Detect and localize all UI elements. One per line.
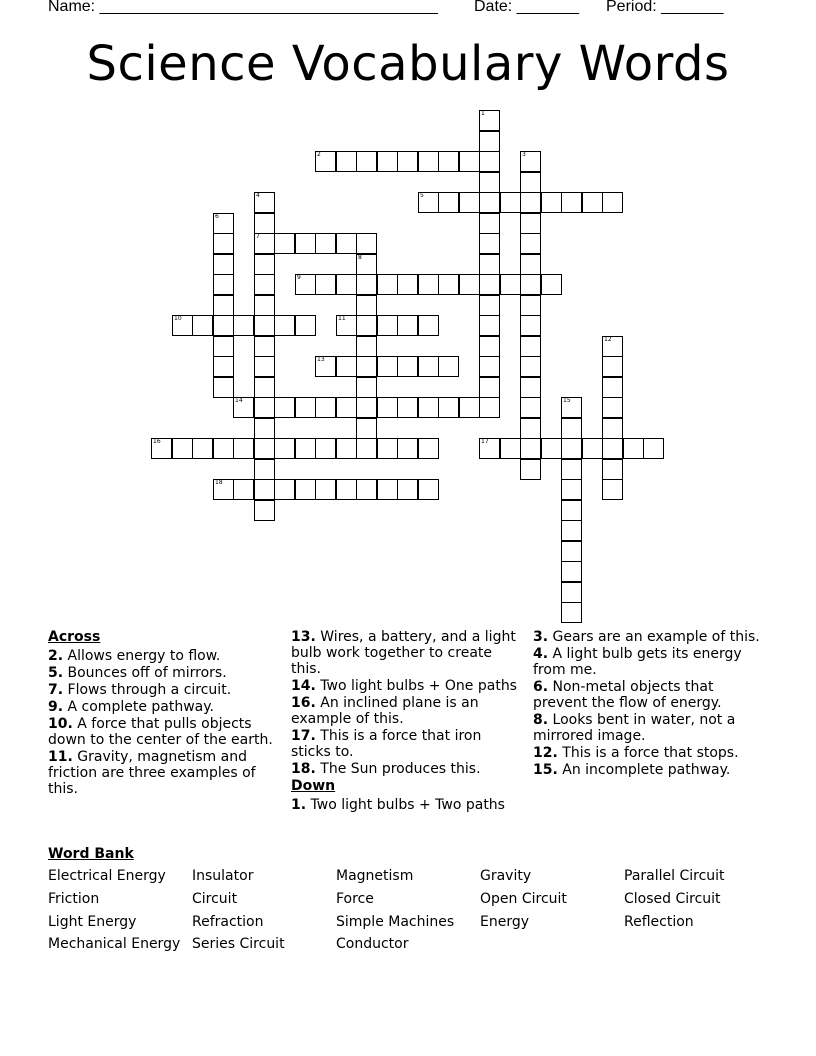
word-bank-word: Simple Machines [336,914,455,930]
crossword-cell[interactable] [500,438,521,459]
across-clue-7 [48,682,284,698]
clue-text: This is a force that iron sticks to. [291,728,482,760]
crossword-cell[interactable] [233,479,254,500]
crossword-cell[interactable] [377,274,398,295]
across-clue-11 [48,749,284,797]
crossword-cell[interactable] [172,315,193,336]
word-bank-word: Friction [48,891,100,907]
clue-number: 17 [481,438,489,445]
crossword-cell[interactable] [213,274,234,295]
crossword-cell[interactable] [418,151,439,172]
crossword-cell[interactable] [254,315,275,336]
crossword-cell[interactable] [479,295,500,316]
crossword-cell[interactable] [336,151,357,172]
across-clue-16 [291,695,523,727]
crossword-cell[interactable] [582,192,603,213]
crossword-cell[interactable] [336,438,357,459]
crossword-cell[interactable] [520,295,541,316]
crossword-cell[interactable] [336,356,357,377]
clue-number: 13 [317,356,325,363]
crossword-cell[interactable] [192,315,213,336]
crossword-cell[interactable] [356,397,377,418]
crossword-cell[interactable] [192,438,213,459]
crossword-cell[interactable] [541,192,562,213]
crossword-cell[interactable] [254,295,275,316]
word-bank-word: Force [336,891,374,907]
period-field[interactable]: Period: _______ [606,0,724,15]
clue-text: Bounces off of mirrors. [63,665,227,681]
clue-number-label: 11. [48,749,73,765]
clue-text: Two light bulbs + One paths [315,678,517,694]
crossword-cell[interactable] [233,315,254,336]
crossword-cell[interactable] [356,418,377,439]
clue-number: 10 [174,315,182,322]
clue-number: 4 [256,192,260,199]
crossword-cell[interactable] [356,254,377,275]
crossword-cell[interactable] [356,233,377,254]
crossword-cell[interactable] [377,356,398,377]
crossword-cell[interactable] [254,459,275,480]
crossword-cell[interactable] [520,377,541,398]
crossword-cell[interactable] [520,315,541,336]
crossword-cell[interactable] [623,438,644,459]
crossword-cell[interactable] [356,151,377,172]
clue-text: Non-metal objects that prevent the flow of energy. [533,679,722,711]
clue-number: 8 [358,254,362,261]
crossword-cell[interactable] [418,397,439,418]
clue-number-label: 12. [533,745,558,761]
crossword-cell[interactable] [254,233,275,254]
crossword-cell[interactable] [561,479,582,500]
crossword-cell[interactable] [561,438,582,459]
crossword-cell[interactable] [254,479,275,500]
crossword-cell[interactable] [520,233,541,254]
across-clue-10 [48,716,284,748]
across-clue-5 [48,665,284,681]
crossword-cell[interactable] [295,233,316,254]
word-bank-word: Open Circuit [480,891,567,907]
crossword-cell[interactable] [418,479,439,500]
clue-number: 16 [153,438,161,445]
down-clue-4 [533,646,763,678]
crossword-cell[interactable] [561,561,582,582]
crossword-cell[interactable] [336,479,357,500]
crossword-cell[interactable] [643,438,664,459]
clue-number-label: 10. [48,716,73,732]
crossword-cell[interactable] [213,438,234,459]
crossword-cell[interactable] [254,274,275,295]
down-clue-12 [533,745,763,761]
crossword-cell[interactable] [520,192,541,213]
word-bank-word: Light Energy [48,914,137,930]
crossword-cell[interactable] [561,459,582,480]
page-title: Science Vocabulary Words [86,36,730,92]
crossword-cell[interactable] [377,315,398,336]
crossword-cell[interactable] [213,479,234,500]
crossword-cell[interactable] [213,233,234,254]
crossword-cell[interactable] [479,438,500,459]
across-clue-14 [291,678,523,694]
clue-number: 1 [481,110,485,117]
crossword-cell[interactable] [233,397,254,418]
crossword-cell[interactable] [602,377,623,398]
crossword-cell[interactable] [377,151,398,172]
crossword-cell[interactable] [438,192,459,213]
crossword-cell[interactable] [561,520,582,541]
crossword-cell[interactable] [356,438,377,459]
crossword-cell[interactable] [520,438,541,459]
clue-text: A light bulb gets its energy from me. [533,646,742,678]
crossword-cell[interactable] [295,397,316,418]
crossword-cell[interactable] [397,479,418,500]
crossword-cell[interactable] [254,377,275,398]
clue-text: Wires, a battery, and a light bulb work together to create this. [291,629,516,677]
down-clue-8 [533,712,763,744]
crossword-cell[interactable] [377,438,398,459]
crossword-cell[interactable] [602,192,623,213]
across-clue-13 [291,629,523,677]
word-bank-word: Insulator [192,868,254,884]
crossword-cell[interactable] [418,438,439,459]
crossword-cell[interactable] [541,438,562,459]
crossword-cell[interactable] [479,172,500,193]
crossword-cell[interactable] [438,356,459,377]
clue-number-label: 14. [291,678,316,694]
clue-number: 12 [604,336,612,343]
clues-column-1 [48,629,284,798]
crossword-cell[interactable] [561,582,582,603]
crossword-cell[interactable] [274,438,295,459]
crossword-cell[interactable] [336,397,357,418]
crossword-cell[interactable] [602,397,623,418]
word-bank-word: Magnetism [336,868,414,884]
crossword-cell[interactable] [479,151,500,172]
crossword-cell[interactable] [479,315,500,336]
clue-text: An inclined plane is an example of this. [291,695,479,727]
clue-number: 9 [297,274,301,281]
crossword-cell[interactable] [418,274,439,295]
crossword-cell[interactable] [213,254,234,275]
date-field[interactable]: Date: _______ [474,0,579,15]
crossword-cell[interactable] [315,233,336,254]
clue-number-label: 4. [533,646,549,662]
crossword-cell[interactable] [397,151,418,172]
clue-text: Looks bent in water, not a mirrored image. [533,712,736,744]
crossword-cell[interactable] [213,336,234,357]
clue-number-label: 1. [291,797,307,813]
crossword-cell[interactable] [520,459,541,480]
crossword-cell[interactable] [500,274,521,295]
crossword-cell[interactable] [254,500,275,521]
crossword-cell[interactable] [520,213,541,234]
clue-number-label: 17. [291,728,316,744]
clues-column-3 [533,629,763,779]
crossword-cell[interactable] [520,172,541,193]
clue-number: 18 [215,479,223,486]
crossword-cell[interactable] [438,151,459,172]
crossword-cell[interactable] [213,356,234,377]
crossword-cell[interactable] [213,295,234,316]
crossword-cell[interactable] [520,336,541,357]
crossword-cell[interactable] [295,438,316,459]
crossword-cell[interactable] [356,274,377,295]
crossword-cell[interactable] [254,254,275,275]
clue-text: This is a force that stops. [557,745,739,761]
crossword-cell[interactable] [397,356,418,377]
clue-text: Two light bulbs + Two paths [306,797,505,813]
clue-number: 15 [563,397,571,404]
crossword-cell[interactable] [561,500,582,521]
crossword-cell[interactable] [582,438,603,459]
crossword-cell[interactable] [254,336,275,357]
crossword-cell[interactable] [315,151,336,172]
crossword-cell[interactable] [602,336,623,357]
crossword-cell[interactable] [295,315,316,336]
crossword-cell[interactable] [213,315,234,336]
down-heading: Down [291,778,336,794]
crossword-cell[interactable] [500,192,521,213]
crossword-cell[interactable] [295,274,316,295]
crossword-cell[interactable] [377,397,398,418]
clue-number-label: 9. [48,699,64,715]
clue-number: 3 [522,151,526,158]
crossword-cell[interactable] [213,213,234,234]
crossword-cell[interactable] [438,397,459,418]
word-bank [48,846,725,952]
clue-number: 14 [235,397,243,404]
crossword-cell[interactable] [254,213,275,234]
crossword-cell[interactable] [356,479,377,500]
crossword-cell[interactable] [356,336,377,357]
word-bank-word: Conductor [336,936,409,952]
clue-number-label: 6. [533,679,549,695]
crossword-cell[interactable] [397,397,418,418]
crossword-cell[interactable] [233,438,254,459]
clue-number-label: 15. [533,762,558,778]
across-clue-18 [291,761,523,777]
word-bank-word: Refraction [192,914,264,930]
crossword-cell[interactable] [356,356,377,377]
crossword-cell[interactable] [602,459,623,480]
crossword-cell[interactable] [295,479,316,500]
clue-number-label: 18. [291,761,316,777]
clue-number: 11 [338,315,346,322]
crossword-cell[interactable] [356,295,377,316]
clue-number-label: 2. [48,648,64,664]
across-clue-2 [48,648,284,664]
crossword-cell[interactable] [377,479,398,500]
crossword-cell[interactable] [479,233,500,254]
word-bank-word: Gravity [480,868,532,884]
crossword-cell[interactable] [520,397,541,418]
clue-number-label: 7. [48,682,64,698]
crossword-cell[interactable] [479,254,500,275]
crossword-cell[interactable] [274,233,295,254]
word-bank-word: Electrical Energy [48,868,166,884]
crossword-cell[interactable] [479,110,500,131]
crossword-cell[interactable] [479,274,500,295]
clue-text: The Sun produces this. [315,761,481,777]
crossword-cell[interactable] [418,356,439,377]
crossword-cell[interactable] [459,274,480,295]
crossword-cell[interactable] [254,418,275,439]
crossword-cell[interactable] [418,192,439,213]
clue-number: 6 [215,213,219,220]
clue-text: A force that pulls objects down to the center of the earth. [48,716,273,748]
crossword-cell[interactable] [151,438,172,459]
crossword-cell[interactable] [336,315,357,336]
crossword-cell[interactable] [459,192,480,213]
crossword-cell[interactable] [479,356,500,377]
crossword-cell[interactable] [254,438,275,459]
clue-text: Gravity, magnetism and friction are three examples of this. [48,749,256,797]
clue-number-label: 16. [291,695,316,711]
crossword-cell[interactable] [315,397,336,418]
crossword-cell[interactable] [213,377,234,398]
clue-number: 5 [420,192,424,199]
word-bank-word: Energy [480,914,530,930]
crossword-cell[interactable] [274,397,295,418]
crossword-cell[interactable] [520,418,541,439]
crossword-cell[interactable] [561,541,582,562]
crossword-cell[interactable] [479,377,500,398]
word-bank-word: Reflection [624,914,694,930]
crossword-cell[interactable] [479,131,500,152]
crossword-cell[interactable] [602,479,623,500]
crossword-cell[interactable] [561,602,582,623]
crossword-cell[interactable] [397,315,418,336]
clue-number: 2 [317,151,321,158]
crossword-cell[interactable] [356,315,377,336]
clue-number-label: 3. [533,629,549,645]
crossword-cell[interactable] [561,397,582,418]
across-heading: Across [48,629,101,645]
down-clue-15 [533,762,763,778]
crossword-cell[interactable] [479,192,500,213]
clue-number: 7 [256,233,260,240]
down-clue-6 [533,679,763,711]
crossword-cell[interactable] [418,315,439,336]
crossword-cell[interactable] [520,274,541,295]
crossword-cell[interactable] [561,418,582,439]
crossword-cell[interactable] [602,438,623,459]
crossword-cell[interactable] [459,397,480,418]
crossword-cell[interactable] [254,192,275,213]
clue-text: An incomplete pathway. [557,762,731,778]
crossword-cell[interactable] [520,151,541,172]
crossword-cell[interactable] [541,274,562,295]
across-clue-17 [291,728,523,760]
name-field[interactable]: Name: ______________________________________ [48,0,438,15]
crossword-cell[interactable] [520,254,541,275]
crossword-cell[interactable] [602,356,623,377]
down-clue-1 [291,797,523,813]
word-bank-word: Parallel Circuit [624,868,725,884]
crossword-cell[interactable] [397,274,418,295]
crossword-cell[interactable] [336,274,357,295]
clue-number-label: 8. [533,712,549,728]
crossword-cell[interactable] [479,213,500,234]
across-clue-9 [48,699,284,715]
word-bank-heading: Word Bank [48,846,134,862]
clue-number-label: 5. [48,665,64,681]
clue-number-label: 13. [291,629,316,645]
crossword-cell[interactable] [315,274,336,295]
crossword-cell[interactable] [315,479,336,500]
crossword-cell[interactable] [315,356,336,377]
crossword-cell[interactable] [336,233,357,254]
word-bank-word: Circuit [192,891,238,907]
clue-text: Flows through a circuit. [63,682,232,698]
crossword-cell[interactable] [254,356,275,377]
word-bank-word: Closed Circuit [624,891,721,907]
crossword-cell[interactable] [520,356,541,377]
crossword-cell[interactable] [315,438,336,459]
crossword-cell[interactable] [254,397,275,418]
crossword-cell[interactable] [356,377,377,398]
crossword-cell[interactable] [459,151,480,172]
clues-column-2 [291,629,523,814]
crossword-cell[interactable] [479,397,500,418]
crossword-cell[interactable] [274,479,295,500]
word-bank-word: Mechanical Energy [48,936,181,952]
crossword-cell[interactable] [172,438,193,459]
crossword-cell[interactable] [438,274,459,295]
crossword-cell[interactable] [561,192,582,213]
crossword-cell[interactable] [274,315,295,336]
crossword-cell[interactable] [397,438,418,459]
clue-text: Allows energy to flow. [63,648,221,664]
clue-text: A complete pathway. [63,699,214,715]
crossword-cell[interactable] [479,336,500,357]
down-clue-3 [533,629,763,645]
clue-text: Gears are an example of this. [548,629,760,645]
crossword-cell[interactable] [602,418,623,439]
word-bank-word: Series Circuit [192,936,285,952]
student-info-header [0,0,816,20]
